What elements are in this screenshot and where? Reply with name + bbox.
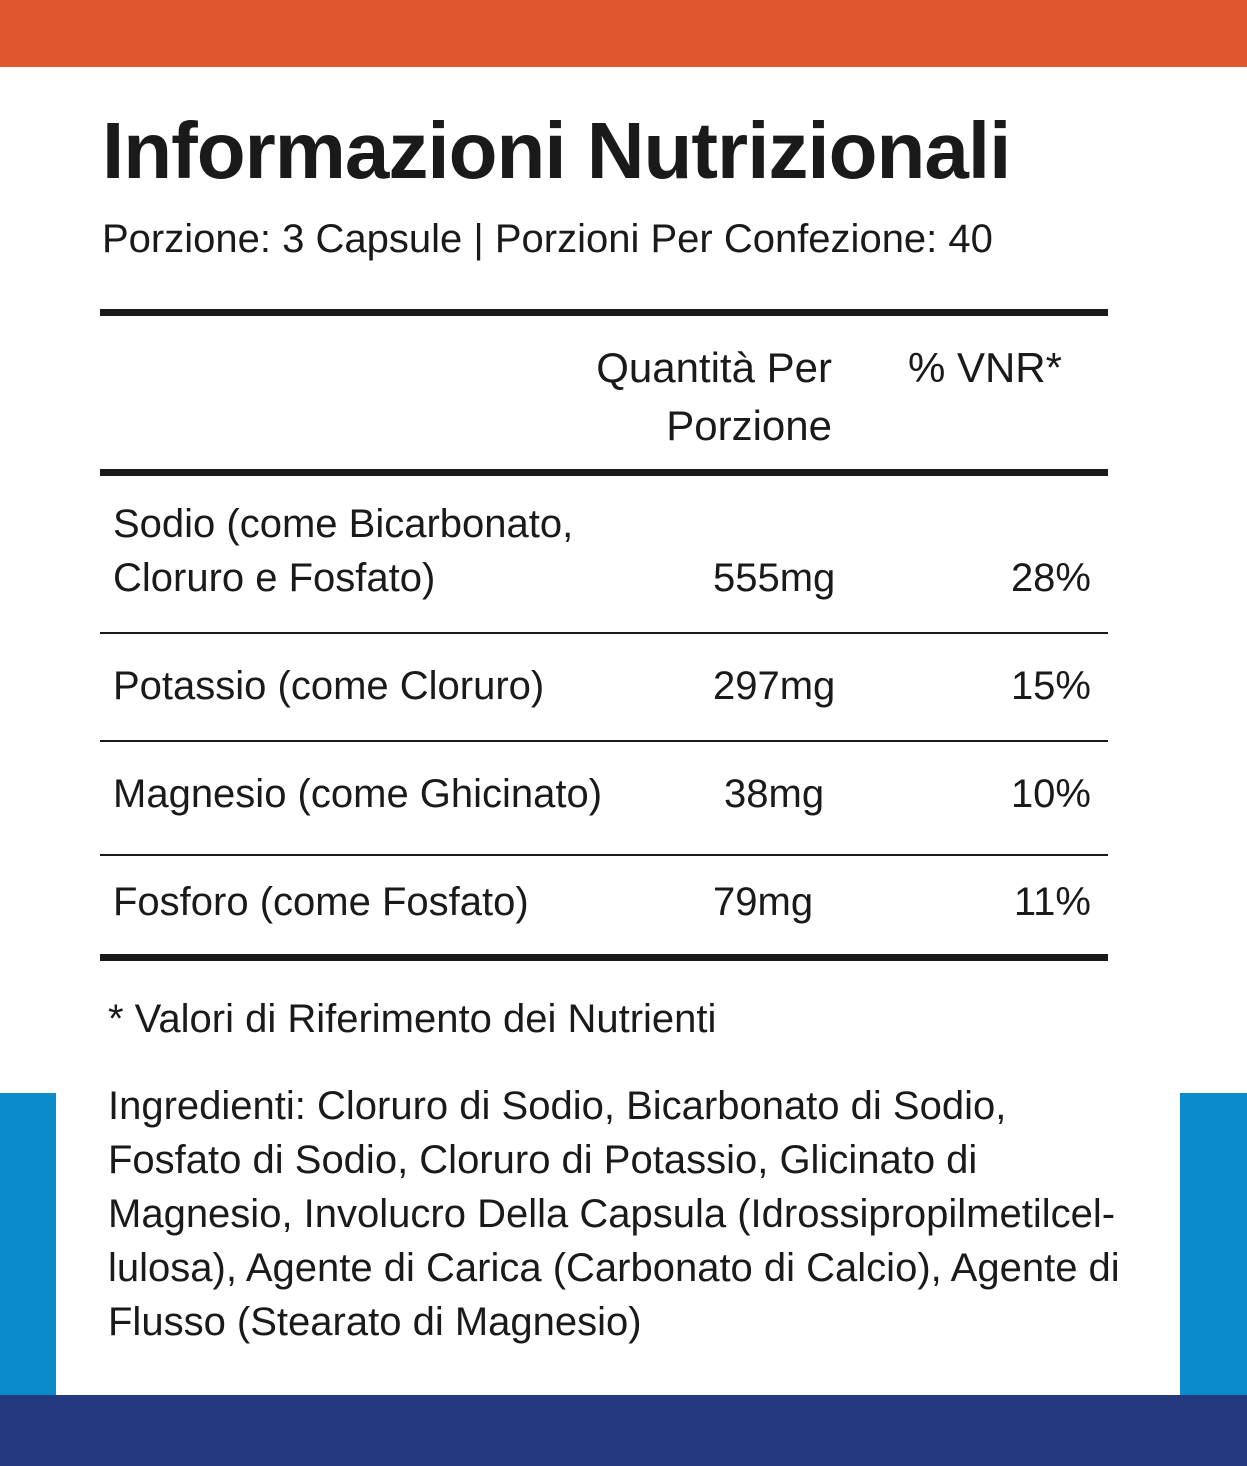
column-header-quantity-line1: Quantità Per	[596, 344, 832, 391]
table-row-sodio-name-line1: Sodio (come Bicarbonato,	[113, 502, 574, 546]
table-row-sodio-name-line2: Cloruro e Fosfato)	[113, 556, 436, 600]
nutrition-label-panel	[56, 67, 1180, 1395]
column-header-vnr: % VNR*	[907, 344, 1062, 391]
table-bottom-rule	[100, 954, 1108, 961]
table-row-fosforo-vnr: 11%	[1013, 880, 1091, 924]
table-row-fosforo-qty: 79mg	[713, 880, 814, 924]
row-divider	[100, 740, 1108, 742]
column-header-quantity	[536, 339, 832, 455]
table-row-magnesio-vnr: 10%	[1010, 772, 1091, 816]
table-row-sodio-qty: 555mg	[713, 556, 836, 600]
top-color-band	[0, 0, 1247, 67]
bottom-color-band	[0, 1395, 1247, 1466]
table-row-potassio-qty: 297mg	[713, 664, 836, 708]
serving-info: Porzione: 3 Capsule | Porzioni Per Confezione: 40	[102, 217, 993, 261]
table-row-potassio-name: Potassio (come Cloruro)	[113, 664, 545, 708]
table-row-sodio-vnr: 28%	[1010, 556, 1091, 600]
table-row-magnesio-name: Magnesio (come Ghicinato)	[113, 772, 603, 816]
table-row-magnesio-qty: 38mg	[724, 772, 825, 816]
column-header-quantity-line2: Porzione	[666, 402, 832, 449]
row-divider	[100, 632, 1108, 634]
row-divider	[100, 854, 1108, 856]
header-bottom-rule	[100, 469, 1108, 476]
table-row-fosforo-name: Fosforo (come Fosfato)	[113, 880, 529, 924]
vnr-footnote: * Valori di Riferimento dei Nutrienti	[108, 997, 717, 1041]
label-title: Informazioni Nutrizionali	[102, 106, 1011, 195]
header-top-rule	[100, 309, 1108, 316]
ingredients-text: Ingredienti: Cloruro di Sodio, Bicarbonato di Sodio, Fosfato di Sodio, Cloruro di Potassio, Glicinato di Magnesio, Involucro Della Capsula (Idrossipropilmetilcel-lulosa), Agente di Carica (Carbonato di Calcio), Agente di Flusso (Stearato di Magnesio)	[108, 1084, 1120, 1344]
table-row-potassio-vnr: 15%	[1010, 664, 1091, 708]
